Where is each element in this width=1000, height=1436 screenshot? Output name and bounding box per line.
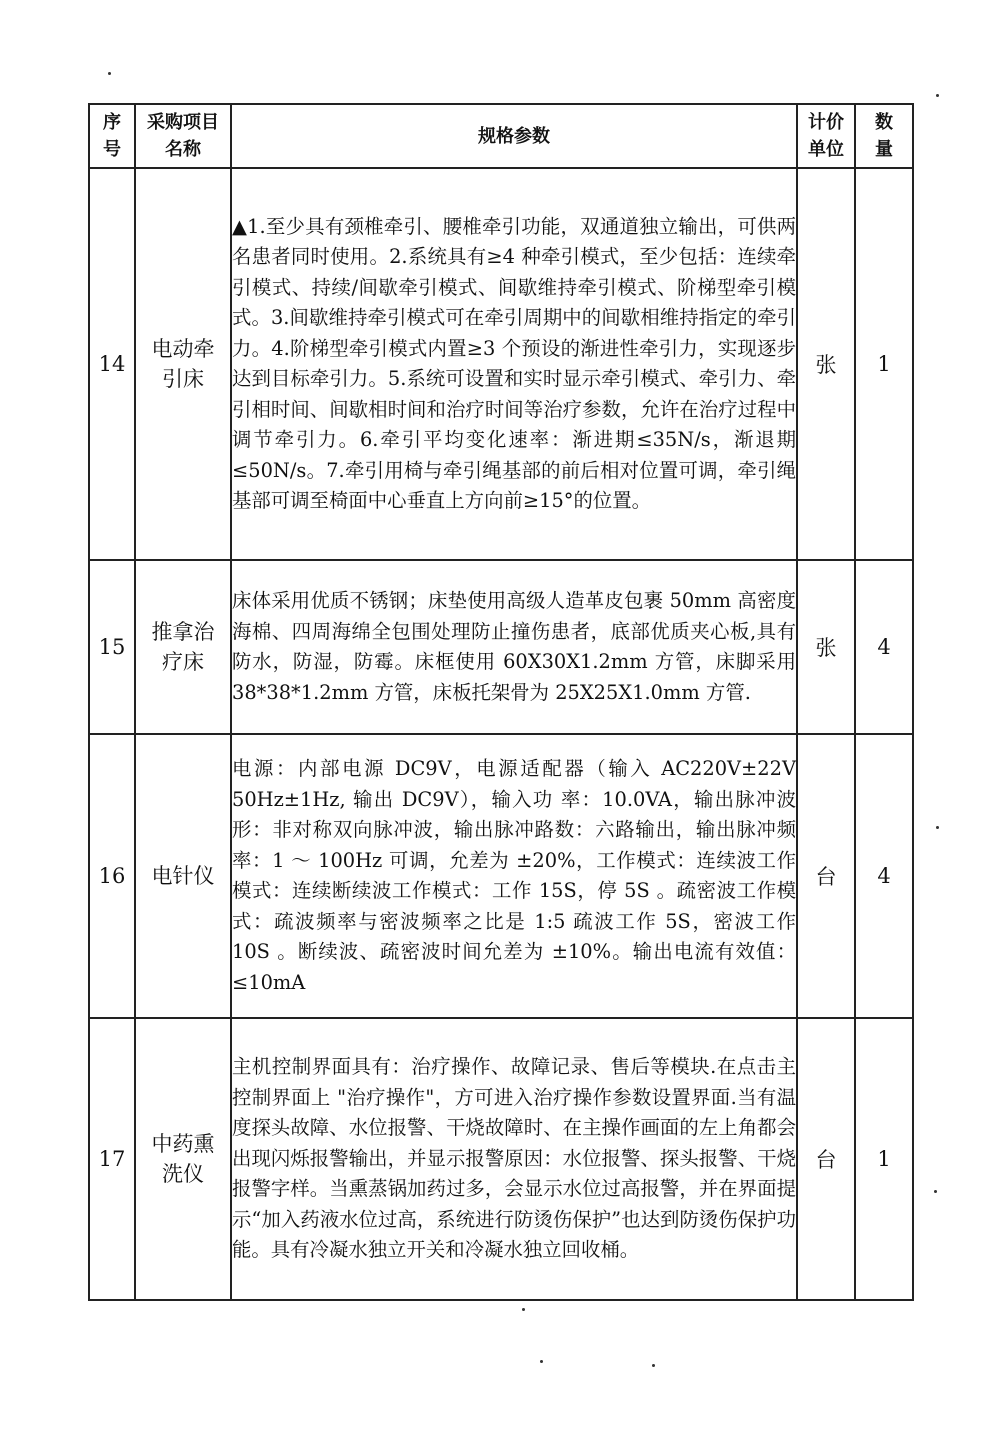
item-spec: 主机控制界面具有：治疗操作、故障记录、售后等模块.在点击主控制界面上 "治疗操作"，方可进入治疗操作参数设置界面.当有温度探头故障、水位报警、干烧故障时、在主操作画面的左上角都会出现闪烁报警输出，并显示报警原因：水位报警、探头报警、干烧报警字样。当熏蒸锅加药过多，会显示水位过高报警，并在界面提示“加入药液水位过高，系统进行防烫伤保护”也达到防烫伤保护功能。具有冷凝水独立开关和冷凝水独立回收桶。 — [231, 1018, 797, 1300]
table-row — [89, 1018, 913, 1300]
item-qty: 4 — [855, 734, 913, 1018]
item-unit: 台 — [797, 734, 855, 1018]
scan-speck — [108, 72, 111, 75]
table-row — [89, 168, 913, 560]
table-row — [89, 560, 913, 734]
row-number: 15 — [89, 560, 135, 734]
item-qty: 1 — [855, 1018, 913, 1300]
item-unit: 张 — [797, 168, 855, 560]
row-number: 17 — [89, 1018, 135, 1300]
scan-speck — [934, 1190, 937, 1193]
scan-speck — [652, 1364, 655, 1367]
item-qty: 4 — [855, 560, 913, 734]
header-no: 序号 — [89, 104, 135, 168]
scan-speck — [936, 826, 939, 829]
header-spec: 规格参数 — [231, 104, 797, 168]
scan-speck — [540, 1360, 543, 1363]
item-spec: 床体采用优质不锈钢；床垫使用高级人造革皮包裹 50mm 高密度海棉、四周海绵全包围处理防止撞伤患者，底部优质夹心板,具有防水，防湿，防霉。床框使用 60X30X1.2mm 方管，床脚采用 38*38*1.2mm 方管，床板托架骨为 25X25X1.0mm 方管. — [231, 560, 797, 734]
header-name: 采购项目名称 — [135, 104, 231, 168]
scan-speck — [936, 94, 939, 97]
row-number: 16 — [89, 734, 135, 1018]
item-name: 电动牵引床 — [135, 168, 231, 560]
procurement-spec-table — [88, 103, 914, 1301]
row-number: 14 — [89, 168, 135, 560]
table-header-row — [89, 104, 913, 168]
item-unit: 张 — [797, 560, 855, 734]
item-name: 中药熏洗仪 — [135, 1018, 231, 1300]
header-unit: 计价单位 — [797, 104, 855, 168]
scan-speck — [522, 1308, 525, 1311]
table-row — [89, 734, 913, 1018]
item-spec: 电源：内部电源 DC9V，电源适配器（输入 AC220V±22V 50Hz±1Hz, 输出 DC9V），输入功 率：10.0VA，输出脉冲波形：非对称双向脉冲波，输出脉冲路数：六路输出，输出脉冲频率：1 ～ 100Hz 可调，允差为 ±20%，工作模式：连续波工作模式：连续断续波工作模式：工作 15S，停 5S 。疏密波工作模式：疏波频率与密波频率之比是 1:5 疏波工作 5S，密波工作 10S 。断续波、疏密波时间允差为 ±10%。输出电流有效值：≤10mA — [231, 734, 797, 1018]
header-qty: 数量 — [855, 104, 913, 168]
item-unit: 台 — [797, 1018, 855, 1300]
item-name: 推拿治疗床 — [135, 560, 231, 734]
item-qty: 1 — [855, 168, 913, 560]
item-name: 电针仪 — [135, 734, 231, 1018]
item-spec: ▲1.至少具有颈椎牵引、腰椎牵引功能，双通道独立输出，可供两名患者同时使用。2.系统具有≥4 种牵引模式，至少包括：连续牵引模式、持续/间歇牵引模式、间歇维持牵引模式、阶梯型牵引模式。3.间歇维持牵引模式可在牵引周期中的间歇相维持指定的牵引力。4.阶梯型牵引模式内置≥3 个预设的渐进性牵引力，实现逐步达到目标牵引力。5.系统可设置和实时显示牵引模式、牵引力、牵引相时间、间歇相时间和治疗时间等治疗参数，允许在治疗过程中调节牵引力。6.牵引平均变化速率：渐进期≤35N/s，渐退期≤50N/s。7.牵引用椅与牵引绳基部的前后相对位置可调，牵引绳基部可调至椅面中心垂直上方向前≥15°的位置。 — [231, 168, 797, 560]
